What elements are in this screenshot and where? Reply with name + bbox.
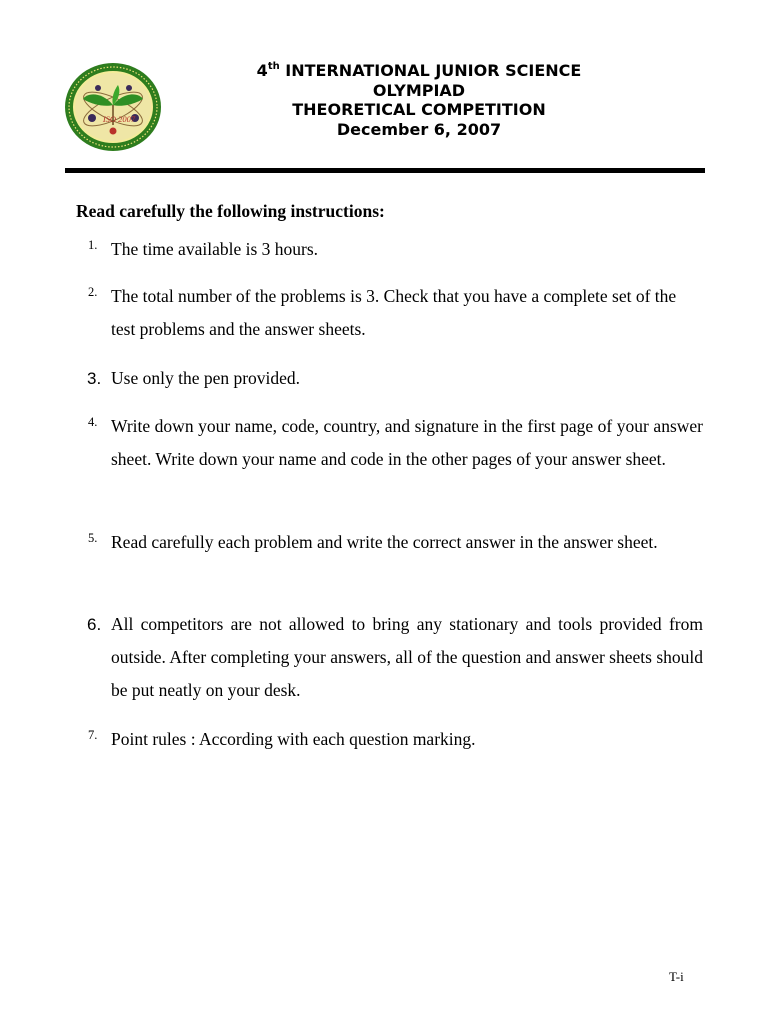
item-number: 6. xyxy=(87,615,102,634)
header-ordinal-suffix: th xyxy=(267,60,280,72)
item-number: 2. xyxy=(88,285,98,299)
item-text: Point rules : According with each question marking. xyxy=(111,729,476,749)
item-text: The total number of the problems is 3. Check that you have a complete set of the test problems and the answer sheets. xyxy=(111,286,677,339)
header-line-2: OLYMPIAD xyxy=(372,80,466,100)
item-text: Use only the pen provided. xyxy=(111,368,301,388)
item-number: 4. xyxy=(88,415,98,429)
item-number: 3. xyxy=(87,369,102,388)
item-number: 5. xyxy=(88,531,98,545)
header-line-3: THEORETICAL COMPETITION xyxy=(292,100,546,119)
item-text: Write down your name, code, country, and signature in the first page of your answer sheet. Write down your name and code in the other pages of your answer sheet. xyxy=(111,416,703,469)
item-text: Read carefully each problem and write the correct answer in the answer sheet. xyxy=(111,532,658,552)
item-number: 1. xyxy=(88,238,98,252)
header-title-part: INTERNATIONAL JUNIOR SCIENCE xyxy=(279,61,582,80)
item-text: All competitors are not allowed to bring any stationary and tools provided from outside. After completing your answers, all of the question and answer sheets should be put neatly on your desk. xyxy=(111,614,703,700)
item-text: The time available is 3 hours. xyxy=(111,239,319,259)
instructions-heading: Read carefully the following instructions: xyxy=(76,201,385,221)
item-number: 7. xyxy=(88,728,98,742)
logo-text: ISO 2007 xyxy=(102,114,136,124)
page-number: T-i xyxy=(669,969,684,984)
header-ordinal: 4 xyxy=(256,61,268,80)
header-date: December 6, 2007 xyxy=(336,119,502,139)
